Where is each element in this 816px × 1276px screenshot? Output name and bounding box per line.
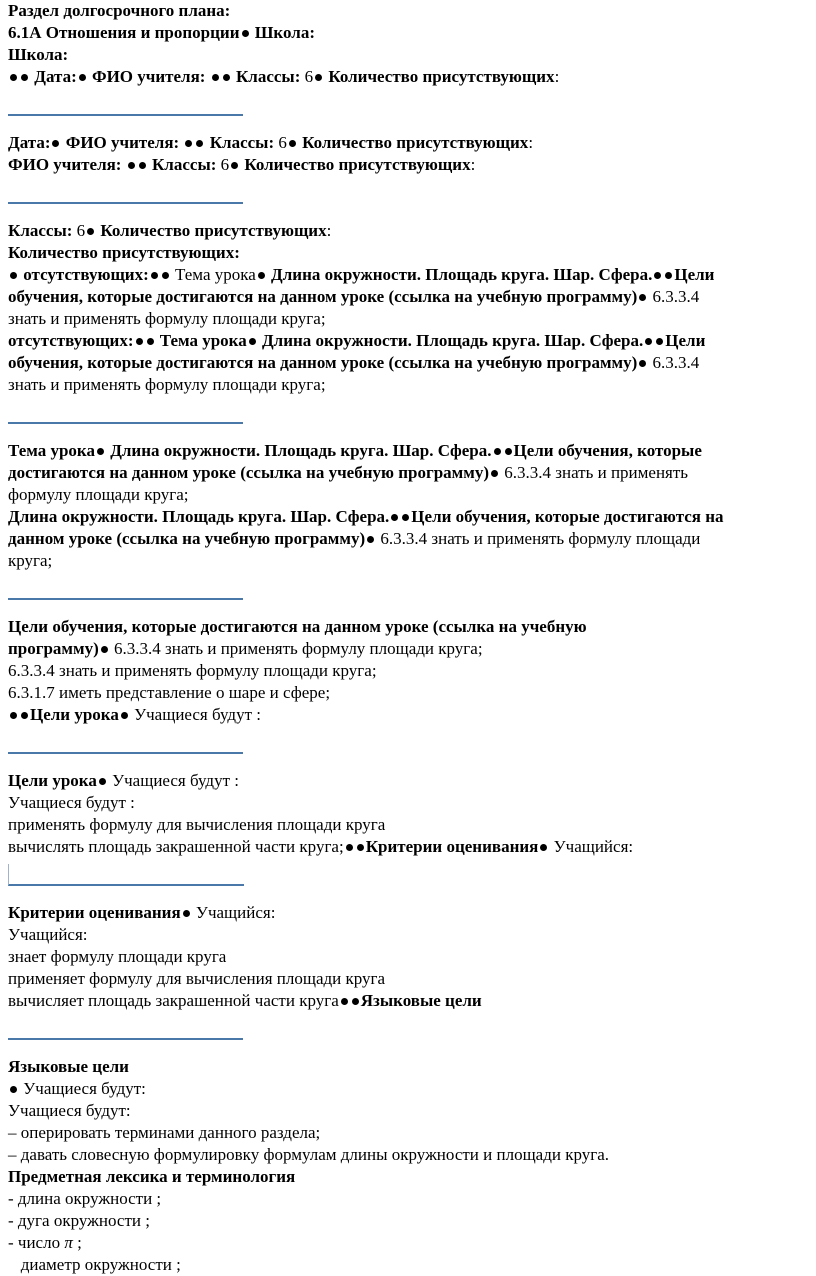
criteria-label: Критерии оценивания <box>8 903 181 922</box>
bullet-icon <box>231 162 238 169</box>
class-line <box>8 220 808 242</box>
language-goals-label: Языковые цели <box>360 991 482 1010</box>
term-2: - дуга окружности ; <box>8 1211 150 1230</box>
goal-text-line-4: круга; <box>8 551 53 570</box>
teacher-label: ФИО учителя: <box>61 133 184 152</box>
goal-code: 6.3.3.4 знать и применять формулу площади круга; <box>109 639 483 658</box>
term-1: - длина окружности ; <box>8 1189 162 1208</box>
class-label: Классы: <box>147 155 221 174</box>
section-heading: Раздел долгосрочного плана: <box>8 1 231 20</box>
lesson-goals-line-2 <box>8 770 808 792</box>
lesson-goal-1: применять формулу для вычисления площади круга <box>8 815 386 834</box>
students-will: Учащиеся будут: <box>19 1079 146 1098</box>
goal-line-2: 6.3.1.7 иметь представление о шаре и сфере; <box>8 683 331 702</box>
absent-line <box>8 264 808 286</box>
bullet-icon <box>639 360 646 367</box>
goals-label: Цели <box>674 265 715 284</box>
bullet-icon <box>139 162 146 169</box>
lesson-goal-text: вычислять площадь закрашенной части круга; <box>8 837 344 856</box>
term-4: диаметр окружности ; <box>8 1255 181 1274</box>
bullet-icon <box>10 712 17 719</box>
language-goal-1: – оперировать терминами данного раздела; <box>8 1123 321 1142</box>
colon: : <box>470 155 476 174</box>
bullet-icon <box>402 514 409 521</box>
document-page <box>8 0 808 1276</box>
topic-value: Длина окружности. Площадь круга. Шар. Сфера. <box>8 507 390 526</box>
goal-code: 6.3.3.4 <box>648 287 700 306</box>
field-box[interactable] <box>8 578 243 600</box>
attendance-label: Количество присутствующих <box>324 67 555 86</box>
goals-label: Цели обучения, которые <box>513 441 702 460</box>
field-box[interactable] <box>8 732 243 754</box>
pi-symbol: π <box>64 1233 73 1252</box>
bullet-icon <box>101 646 108 653</box>
language-students-line <box>8 1078 808 1100</box>
field-box[interactable] <box>8 182 243 204</box>
colon: : <box>326 221 332 240</box>
goals-text: обучения, которые достигаются на данном уроке (ссылка на учебную программу) <box>8 353 638 372</box>
class-value: 6 <box>220 155 230 174</box>
bullet-icon <box>656 338 663 345</box>
term-3 <box>8 1232 808 1254</box>
absent-label: отсутствующих: <box>8 331 134 350</box>
teacher-label: ФИО учителя: <box>87 67 210 86</box>
language-goals-heading: Языковые цели <box>8 1057 129 1076</box>
class-value: 6 <box>278 133 287 152</box>
unit-title: 6.1А Отношения и пропорции <box>8 23 240 42</box>
bullet-icon <box>654 272 661 279</box>
topic-label: Тема урока <box>170 265 256 284</box>
lesson-goal-2 <box>8 836 808 858</box>
field-box[interactable] <box>8 1018 243 1040</box>
student-line: Учащийся: <box>8 925 88 944</box>
bullet-icon <box>99 778 106 785</box>
goals-line-2 <box>8 352 808 374</box>
bullet-icon <box>357 844 364 851</box>
attendance-label: Количество присутствующих <box>240 155 471 174</box>
bullet-icon <box>10 272 17 279</box>
student-label: Учащийся: <box>549 837 634 856</box>
bullet-icon <box>341 998 348 1005</box>
field-box[interactable] <box>8 864 244 886</box>
bullet-icon <box>136 338 143 345</box>
bullet-icon <box>212 74 219 81</box>
language-goal-2: – давать словесную формулировку формулам длины окружности и площади круга. <box>8 1145 610 1164</box>
class-value: 6 <box>304 67 314 86</box>
bullet-icon <box>10 74 17 81</box>
goals-heading: Цели обучения, которые достигаются на данном уроке (ссылка на учебную <box>8 617 587 636</box>
bullet-icon <box>97 448 104 455</box>
goals-line-3 <box>8 462 808 484</box>
topic-line <box>8 440 808 462</box>
topic-value: Длина окружности. Площадь круга. Шар. Сфера. <box>105 441 492 460</box>
bullet-icon <box>258 272 265 279</box>
absent-line-2 <box>8 330 808 352</box>
bullet-icon <box>79 74 86 81</box>
bullet-icon <box>639 294 646 301</box>
school-label: Школа: <box>250 23 315 42</box>
students-will-line-2: Учащиеся будут: <box>8 1101 131 1120</box>
bullet-icon <box>352 998 359 1005</box>
bullet-icon <box>391 514 398 521</box>
goal-text-line-3: формулу площади круга; <box>8 485 189 504</box>
goals-text: достигаются на данном уроке (ссылка на учебную программу) <box>8 463 489 482</box>
colon: : <box>528 133 534 152</box>
field-box[interactable] <box>8 94 243 116</box>
bullet-icon <box>162 272 169 279</box>
bullet-icon <box>367 536 374 543</box>
term-text: - число <box>8 1233 65 1252</box>
criterion-2: применяет формулу для вычисления площади круга <box>8 969 386 988</box>
bullet-icon <box>151 272 158 279</box>
goals-label: Цели обучения, которые достигаются на <box>411 507 724 526</box>
date-line-2 <box>8 132 808 154</box>
bullet-icon <box>223 74 230 81</box>
attendance-label: Количество присутствующих <box>96 221 327 240</box>
bullet-icon <box>540 844 547 851</box>
term-end: ; <box>72 1233 82 1252</box>
students-will-line: Учащиеся будут : <box>8 793 135 812</box>
date-label: Дата: <box>30 67 77 86</box>
attendance-line: Количество присутствующих: <box>8 243 240 262</box>
bullet-icon <box>21 712 28 719</box>
bullet-icon <box>494 448 501 455</box>
bullet-icon <box>21 74 28 81</box>
goal-code: 6.3.3.4 <box>648 353 700 372</box>
field-box[interactable] <box>8 402 243 424</box>
class-label: Классы: <box>205 133 279 152</box>
topic-label: Тема урока <box>8 441 95 460</box>
bullet-icon <box>491 470 498 477</box>
bullet-icon <box>249 338 256 345</box>
goal-text-line-2: знать и применять формулу площади круга; <box>8 375 326 394</box>
topic-value-line <box>8 506 808 528</box>
topic-value: Длина окружности. Площадь круга. Шар. Сфера. <box>257 331 644 350</box>
absent-label: отсутствующих: <box>19 265 149 284</box>
goals-line-4 <box>8 528 808 550</box>
bullet-icon <box>147 338 154 345</box>
goals-text: данном уроке (ссылка на учебную программу) <box>8 529 366 548</box>
student-label: Учащийся: <box>191 903 276 922</box>
vocabulary-heading: Предметная лексика и терминология <box>8 1167 296 1186</box>
date-line <box>8 66 808 88</box>
bullet-icon <box>52 140 59 147</box>
lesson-goals-label: Цели урока <box>8 771 97 790</box>
topic-value: Длина окружности. Площадь круга. Шар. Сфера. <box>266 265 653 284</box>
colon: : <box>554 67 560 86</box>
bullet-icon <box>185 140 192 147</box>
class-label: Классы: <box>8 221 77 240</box>
bullet-icon <box>346 844 353 851</box>
lesson-goals-line <box>8 704 808 726</box>
goals-line <box>8 286 808 308</box>
goals-label: Цели <box>665 331 706 350</box>
date-label: Дата: <box>8 133 51 152</box>
bullet-icon <box>242 30 249 37</box>
bullet-icon <box>289 140 296 147</box>
bullet-icon <box>121 712 128 719</box>
bullet-icon <box>665 272 672 279</box>
unit-line <box>8 22 808 44</box>
students-will: Учащиеся будут : <box>107 771 239 790</box>
criterion-text: вычисляет площадь закрашенной части круга <box>8 991 339 1010</box>
school-line: Школа: <box>8 45 69 64</box>
bullet-icon <box>10 1086 17 1093</box>
attendance-label: Количество присутствующих <box>297 133 529 152</box>
bullet-icon <box>196 140 203 147</box>
criterion-3 <box>8 990 808 1012</box>
bullet-icon <box>505 448 512 455</box>
bullet-icon <box>183 910 190 917</box>
goal-code: 6.3.3.4 знать и применять <box>500 463 689 482</box>
program-line <box>8 638 808 660</box>
topic-label: Тема урока <box>155 331 247 350</box>
bullet-icon <box>315 74 322 81</box>
bullet-icon <box>128 162 135 169</box>
criteria-label: Критерии оценивания <box>365 837 539 856</box>
lesson-goals-label: Цели урока <box>30 705 119 724</box>
goal-text-line: знать и применять формулу площади круга; <box>8 309 326 328</box>
students-will: Учащиеся будут : <box>129 705 261 724</box>
bullet-icon <box>87 228 94 235</box>
criteria-line <box>8 902 808 924</box>
teacher-label: ФИО учителя: <box>8 155 126 174</box>
bullet-icon <box>645 338 652 345</box>
program-label: программу) <box>8 639 99 658</box>
goals-text: обучения, которые достигаются на данном уроке (ссылка на учебную программу) <box>8 287 638 306</box>
goal-code: 6.3.3.4 знать и применять формулу площади <box>376 529 701 548</box>
goal-line-1: 6.3.3.4 знать и применять формулу площади круга; <box>8 661 377 680</box>
class-label: Классы: <box>231 67 305 86</box>
class-value: 6 <box>76 221 86 240</box>
criterion-1: знает формулу площади круга <box>8 947 227 966</box>
teacher-line <box>8 154 808 176</box>
